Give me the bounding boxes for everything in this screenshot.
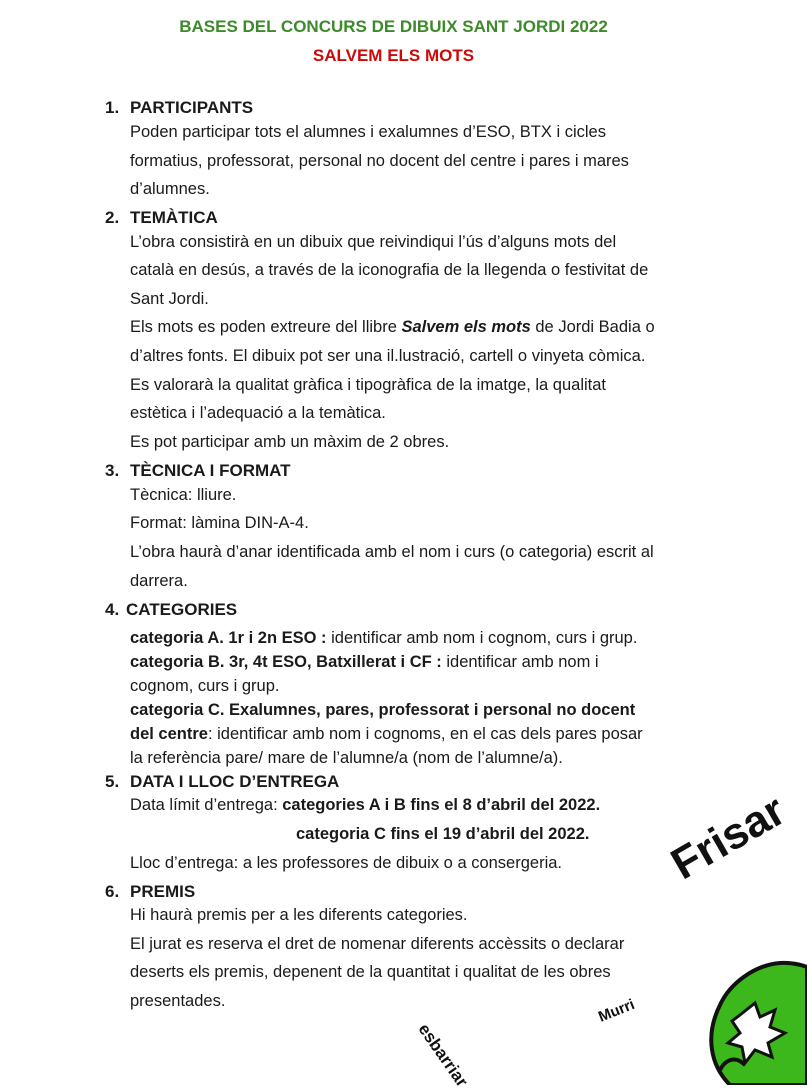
section-heading-tematica: 2. TEMÀTICA [105, 208, 218, 227]
document-subtitle: SALVEM ELS MOTS [312, 46, 475, 65]
category-a: categoria A. 1r i 2n ESO : identificar amb nom i cognom, curs i grup. [130, 629, 638, 647]
text-line: Hi haurà premis per a les diferents categories. [130, 906, 468, 924]
deadline-c: categoria C fins el 19 d’abril del 2022. [296, 825, 590, 843]
book-title: Salvem els mots [401, 318, 531, 336]
category-b: categoria B. 3r, 4t ESO, Batxillerat i CF : identificar amb nom i [130, 653, 599, 671]
text-line: la referència pare/ mare de l’alumne/a (nom de l’alumne/a). [130, 749, 563, 767]
text-line: deserts els premis, depenent de la quantitat i qualitat de les obres [130, 963, 611, 981]
text-line: Tècnica: lliure. [130, 486, 237, 504]
text-line: Sant Jordi. [130, 290, 209, 308]
section-heading-participants: 1. PARTICIPANTS [105, 98, 254, 117]
section-heading-categories: 4. CATEGORIES [105, 600, 238, 619]
text-line: d’altres fonts. El dibuix pot ser una il.lustració, cartell o vinyeta còmica. [130, 347, 646, 365]
decorative-word-frisar: Frisar [663, 785, 794, 890]
text-line: presentades. [130, 992, 226, 1010]
text-line: Poden participar tots el alumnes i exalumnes d’ESO, BTX i cicles [130, 123, 606, 141]
dragon-icon [700, 955, 807, 1085]
section-heading-tecnica: 3. TÈCNICA I FORMAT [105, 461, 291, 480]
text-line-book: Els mots es poden extreure del llibre Salvem els mots de Jordi Badia o [130, 318, 655, 336]
text-line: Lloc d’entrega: a les professores de dibuix o a consergeria. [130, 854, 563, 872]
section-heading-premis: 6. PREMIS [105, 882, 196, 901]
text-line: Es pot participar amb un màxim de 2 obres. [130, 433, 450, 451]
section-heading-data: 5. DATA I LLOC D’ENTREGA [105, 772, 340, 791]
text-line: estètica i l’adequació a la temàtica. [130, 404, 386, 422]
text-line: Es valorarà la qualitat gràfica i tipogràfica de la imatge, la qualitat [130, 376, 607, 394]
text-line: cognom, curs i grup. [130, 677, 280, 695]
document-title: BASES DEL CONCURS DE DIBUIX SANT JORDI 2022 [179, 17, 608, 36]
text-line: darrera. [130, 572, 188, 590]
text-line: d’alumnes. [130, 180, 210, 198]
text-line: català en desús, a través de la iconografia de la llegenda o festivitat de [130, 261, 649, 279]
category-c: categoria C. Exalumnes, pares, professorat i personal no docent [130, 701, 636, 719]
deadline-line: Data límit d’entrega: categories A i B fins el 8 d’abril del 2022. [130, 796, 601, 814]
text-line: L’obra consistirà en un dibuix que reivindiqui l’ús d’alguns mots del [130, 233, 617, 251]
text-line: formatius, professorat, personal no docent del centre i pares i mares [130, 152, 629, 170]
decorative-word-esbarriar: esbarriar [414, 1020, 472, 1091]
decorative-word-murri: Murri [596, 995, 638, 1026]
text-line: El jurat es reserva el dret de nomenar diferents accèssits o declarar [130, 935, 625, 953]
text-line: L’obra haurà d’anar identificada amb el nom i curs (o categoria) escrit al [130, 543, 654, 561]
text-line: Format: làmina DIN-A-4. [130, 514, 309, 532]
text-line: del centre: identificar amb nom i cognoms, en el cas dels pares posar [130, 725, 643, 743]
